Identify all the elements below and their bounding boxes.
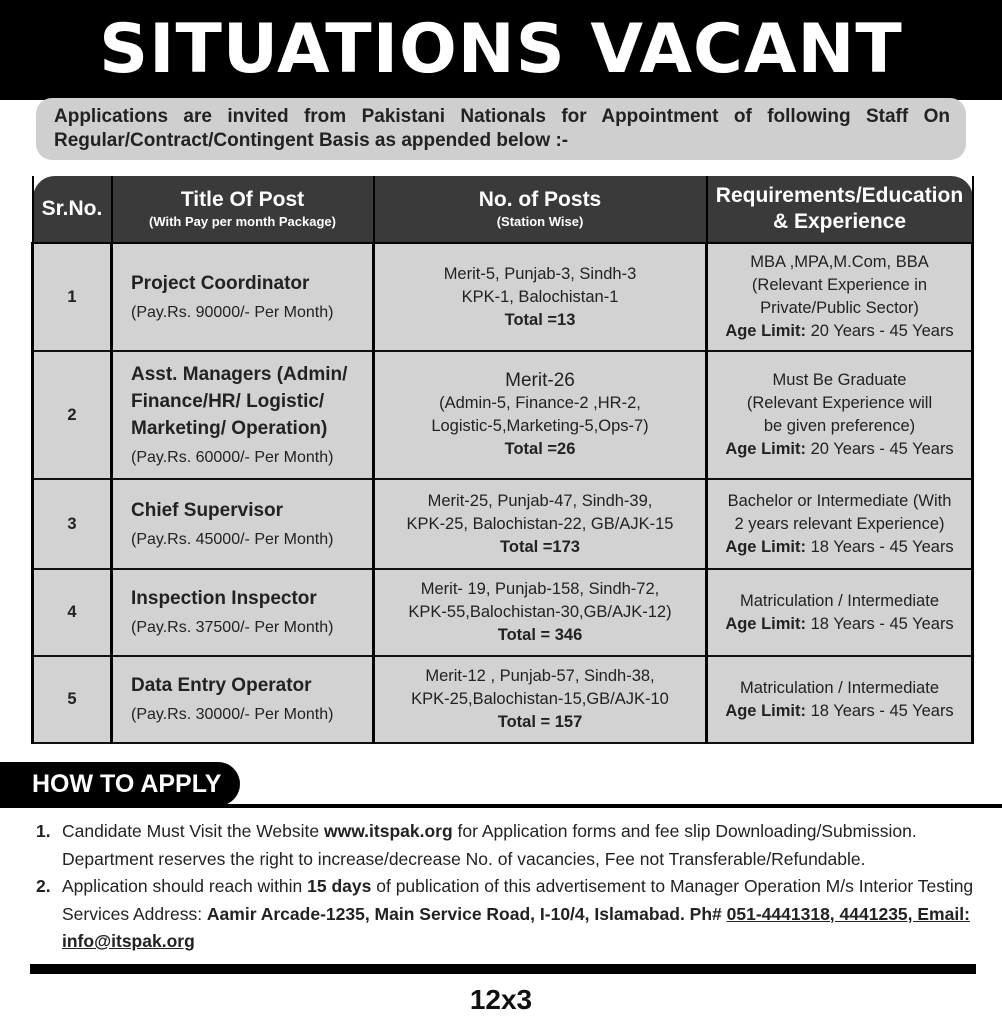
step-text: Candidate Must Visit the Website — [62, 821, 324, 841]
req-line: Matriculation / Intermediate — [739, 678, 939, 697]
row-post — [112, 243, 374, 351]
vacancy-table — [31, 176, 974, 744]
post-title: Finance/HR/ Logistic/ — [131, 390, 325, 412]
list-item — [36, 873, 981, 956]
table-row — [33, 351, 973, 479]
post-title: Marketing/ Operation) — [131, 417, 328, 439]
age-limit-value: 18 Years - 45 Years — [805, 701, 954, 720]
website-link[interactable]: www.itspak.org — [324, 821, 453, 841]
header-sr — [33, 176, 112, 243]
contact-info[interactable]: 051-4441318, 4441235, Email: info@itspak.org — [62, 903, 970, 951]
header-title-label: Title Of Post — [180, 188, 305, 211]
table-row — [33, 656, 973, 743]
posts-line: KPK-25,Balochistan-15,GB/AJK-10 — [411, 690, 669, 708]
header-requirements — [707, 176, 973, 243]
row-sr: 3 — [33, 479, 112, 569]
how-to-apply-heading: HOW TO APPLY — [0, 762, 240, 806]
header-req-line-2: & Experience — [772, 210, 907, 233]
row-requirements — [707, 243, 973, 351]
row-posts — [374, 243, 707, 351]
post-pay: (Pay.Rs. 90000/- Per Month) — [131, 303, 334, 321]
age-limit-label: Age Limit: — [725, 614, 806, 633]
header-title-sub: (With Pay per month Package) — [149, 214, 336, 229]
age-limit-value: 20 Years - 45 Years — [805, 440, 954, 458]
table-row — [33, 243, 973, 351]
posts-line: KPK-1, Balochistan-1 — [461, 287, 619, 306]
post-pay: (Pay.Rs. 60000/- Per Month) — [131, 448, 334, 466]
step-number: 1. — [36, 821, 51, 841]
row-requirements — [707, 351, 973, 479]
age-limit-label: Age Limit: — [725, 537, 806, 556]
post-title: Data Entry Operator — [131, 675, 312, 696]
step-text: of publication of this advertisement to Manager Operation M/s Interior Testing Services Address: — [62, 876, 974, 924]
row-sr: 1 — [33, 243, 112, 351]
age-limit — [708, 613, 971, 636]
post-pay: (Pay.Rs. 30000/- Per Month) — [131, 706, 334, 723]
row-post — [112, 569, 374, 656]
table-row — [33, 569, 973, 656]
header-sr-label: Sr.No. — [41, 197, 103, 220]
age-limit — [708, 700, 971, 723]
step-text: for Application forms and fee slip Downloading/Submission. Department reserves the right to increase/decrease No. of vacancies, Fee not Transferable/Refundable. — [62, 821, 917, 869]
how-to-apply-steps — [36, 818, 981, 956]
row-post — [112, 351, 374, 479]
age-limit — [708, 320, 971, 343]
posts-line: Logistic-5,Marketing-5,Ops-7) — [431, 417, 649, 435]
row-requirements — [707, 656, 973, 743]
age-limit-value: 20 Years - 45 Years — [805, 322, 954, 340]
row-sr: 5 — [33, 656, 112, 743]
address: Aamir Arcade-1235, Main Service Road, I-10/4, Islamabad. Ph# — [206, 903, 727, 924]
ad-size: 12x3 — [469, 984, 533, 1015]
post-title: Inspection Inspector — [131, 588, 317, 609]
intro-line-2: Regular/Contract/Contingent Basis as appended below :- — [54, 130, 569, 151]
post-title: Project Coordinator — [131, 272, 310, 294]
list-item — [36, 818, 981, 873]
header-posts-label: No. of Posts — [478, 188, 602, 211]
posts-line: (Admin-5, Finance-2 ,HR-2, — [439, 394, 641, 412]
posts-line: Merit-26 — [505, 370, 575, 391]
row-sr: 2 — [33, 351, 112, 479]
row-post — [112, 656, 374, 743]
step-text: Application should reach within — [62, 876, 308, 896]
req-line: (Relevant Experience in — [751, 276, 928, 294]
req-line: Bachelor or Intermediate (With — [727, 491, 952, 510]
row-requirements — [707, 479, 973, 569]
deadline-days: 15 days — [307, 876, 372, 896]
row-post — [112, 479, 374, 569]
posts-total: Total = 346 — [497, 626, 583, 644]
section-divider — [0, 804, 1002, 808]
table-header-row — [33, 176, 973, 243]
row-requirements — [707, 569, 973, 656]
posts-line: Merit-25, Punjab-47, Sindh-39, — [427, 491, 653, 510]
posts-line: KPK-25, Balochistan-22, GB/AJK-15 — [406, 514, 674, 533]
age-limit-label: Age Limit: — [725, 701, 806, 720]
header-banner — [0, 0, 1002, 100]
age-limit — [708, 438, 971, 461]
bottom-divider — [30, 964, 976, 974]
age-limit — [708, 536, 971, 559]
row-posts — [374, 656, 707, 743]
intro-line-1: Applications are invited from Pakistani Nationals for Appointment of following Staff On — [54, 106, 950, 127]
row-posts — [374, 479, 707, 569]
row-sr: 4 — [33, 569, 112, 656]
req-line: Matriculation / Intermediate — [739, 591, 939, 610]
header-title — [112, 176, 374, 243]
posts-line: Merit-5, Punjab-3, Sindh-3 — [443, 264, 637, 283]
age-limit-value: 18 Years - 45 Years — [805, 614, 954, 633]
req-line: Private/Public Sector) — [760, 299, 919, 317]
age-limit-label: Age Limit: — [725, 440, 806, 458]
header-req-line-1: Requirements/Education — [715, 184, 964, 207]
post-pay: (Pay.Rs. 45000/- Per Month) — [131, 530, 334, 548]
row-posts — [374, 569, 707, 656]
post-title: Asst. Managers (Admin/ — [131, 363, 348, 385]
posts-total: Total = 157 — [497, 713, 583, 731]
header-posts — [374, 176, 707, 243]
step-number: 2. — [36, 876, 51, 896]
page-title: SITUATIONS VACANT — [99, 10, 903, 89]
posts-total: Total =13 — [504, 310, 576, 329]
req-line: (Relevant Experience will — [746, 394, 933, 412]
posts-line: Merit- 19, Punjab-158, Sindh-72, — [420, 580, 660, 598]
req-line: 2 years relevant Experience) — [734, 514, 945, 533]
post-title: Chief Supervisor — [131, 499, 284, 521]
posts-total: Total =26 — [504, 440, 576, 458]
age-limit-label: Age Limit: — [725, 322, 806, 340]
row-posts — [374, 351, 707, 479]
posts-line: Merit-12 , Punjab-57, Sindh-38, — [425, 667, 655, 685]
posts-line: KPK-55,Balochistan-30,GB/AJK-12) — [408, 603, 672, 621]
intro-box — [36, 98, 966, 160]
table-row — [33, 479, 973, 569]
post-pay: (Pay.Rs. 37500/- Per Month) — [131, 619, 334, 636]
posts-total: Total =173 — [500, 537, 580, 556]
req-line: MBA ,MPA,M.Com, BBA — [750, 253, 929, 271]
header-posts-sub: (Station Wise) — [496, 214, 584, 229]
req-line: be given preference) — [763, 417, 916, 435]
age-limit-value: 18 Years - 45 Years — [805, 537, 954, 556]
req-line: Must Be Graduate — [772, 371, 907, 389]
